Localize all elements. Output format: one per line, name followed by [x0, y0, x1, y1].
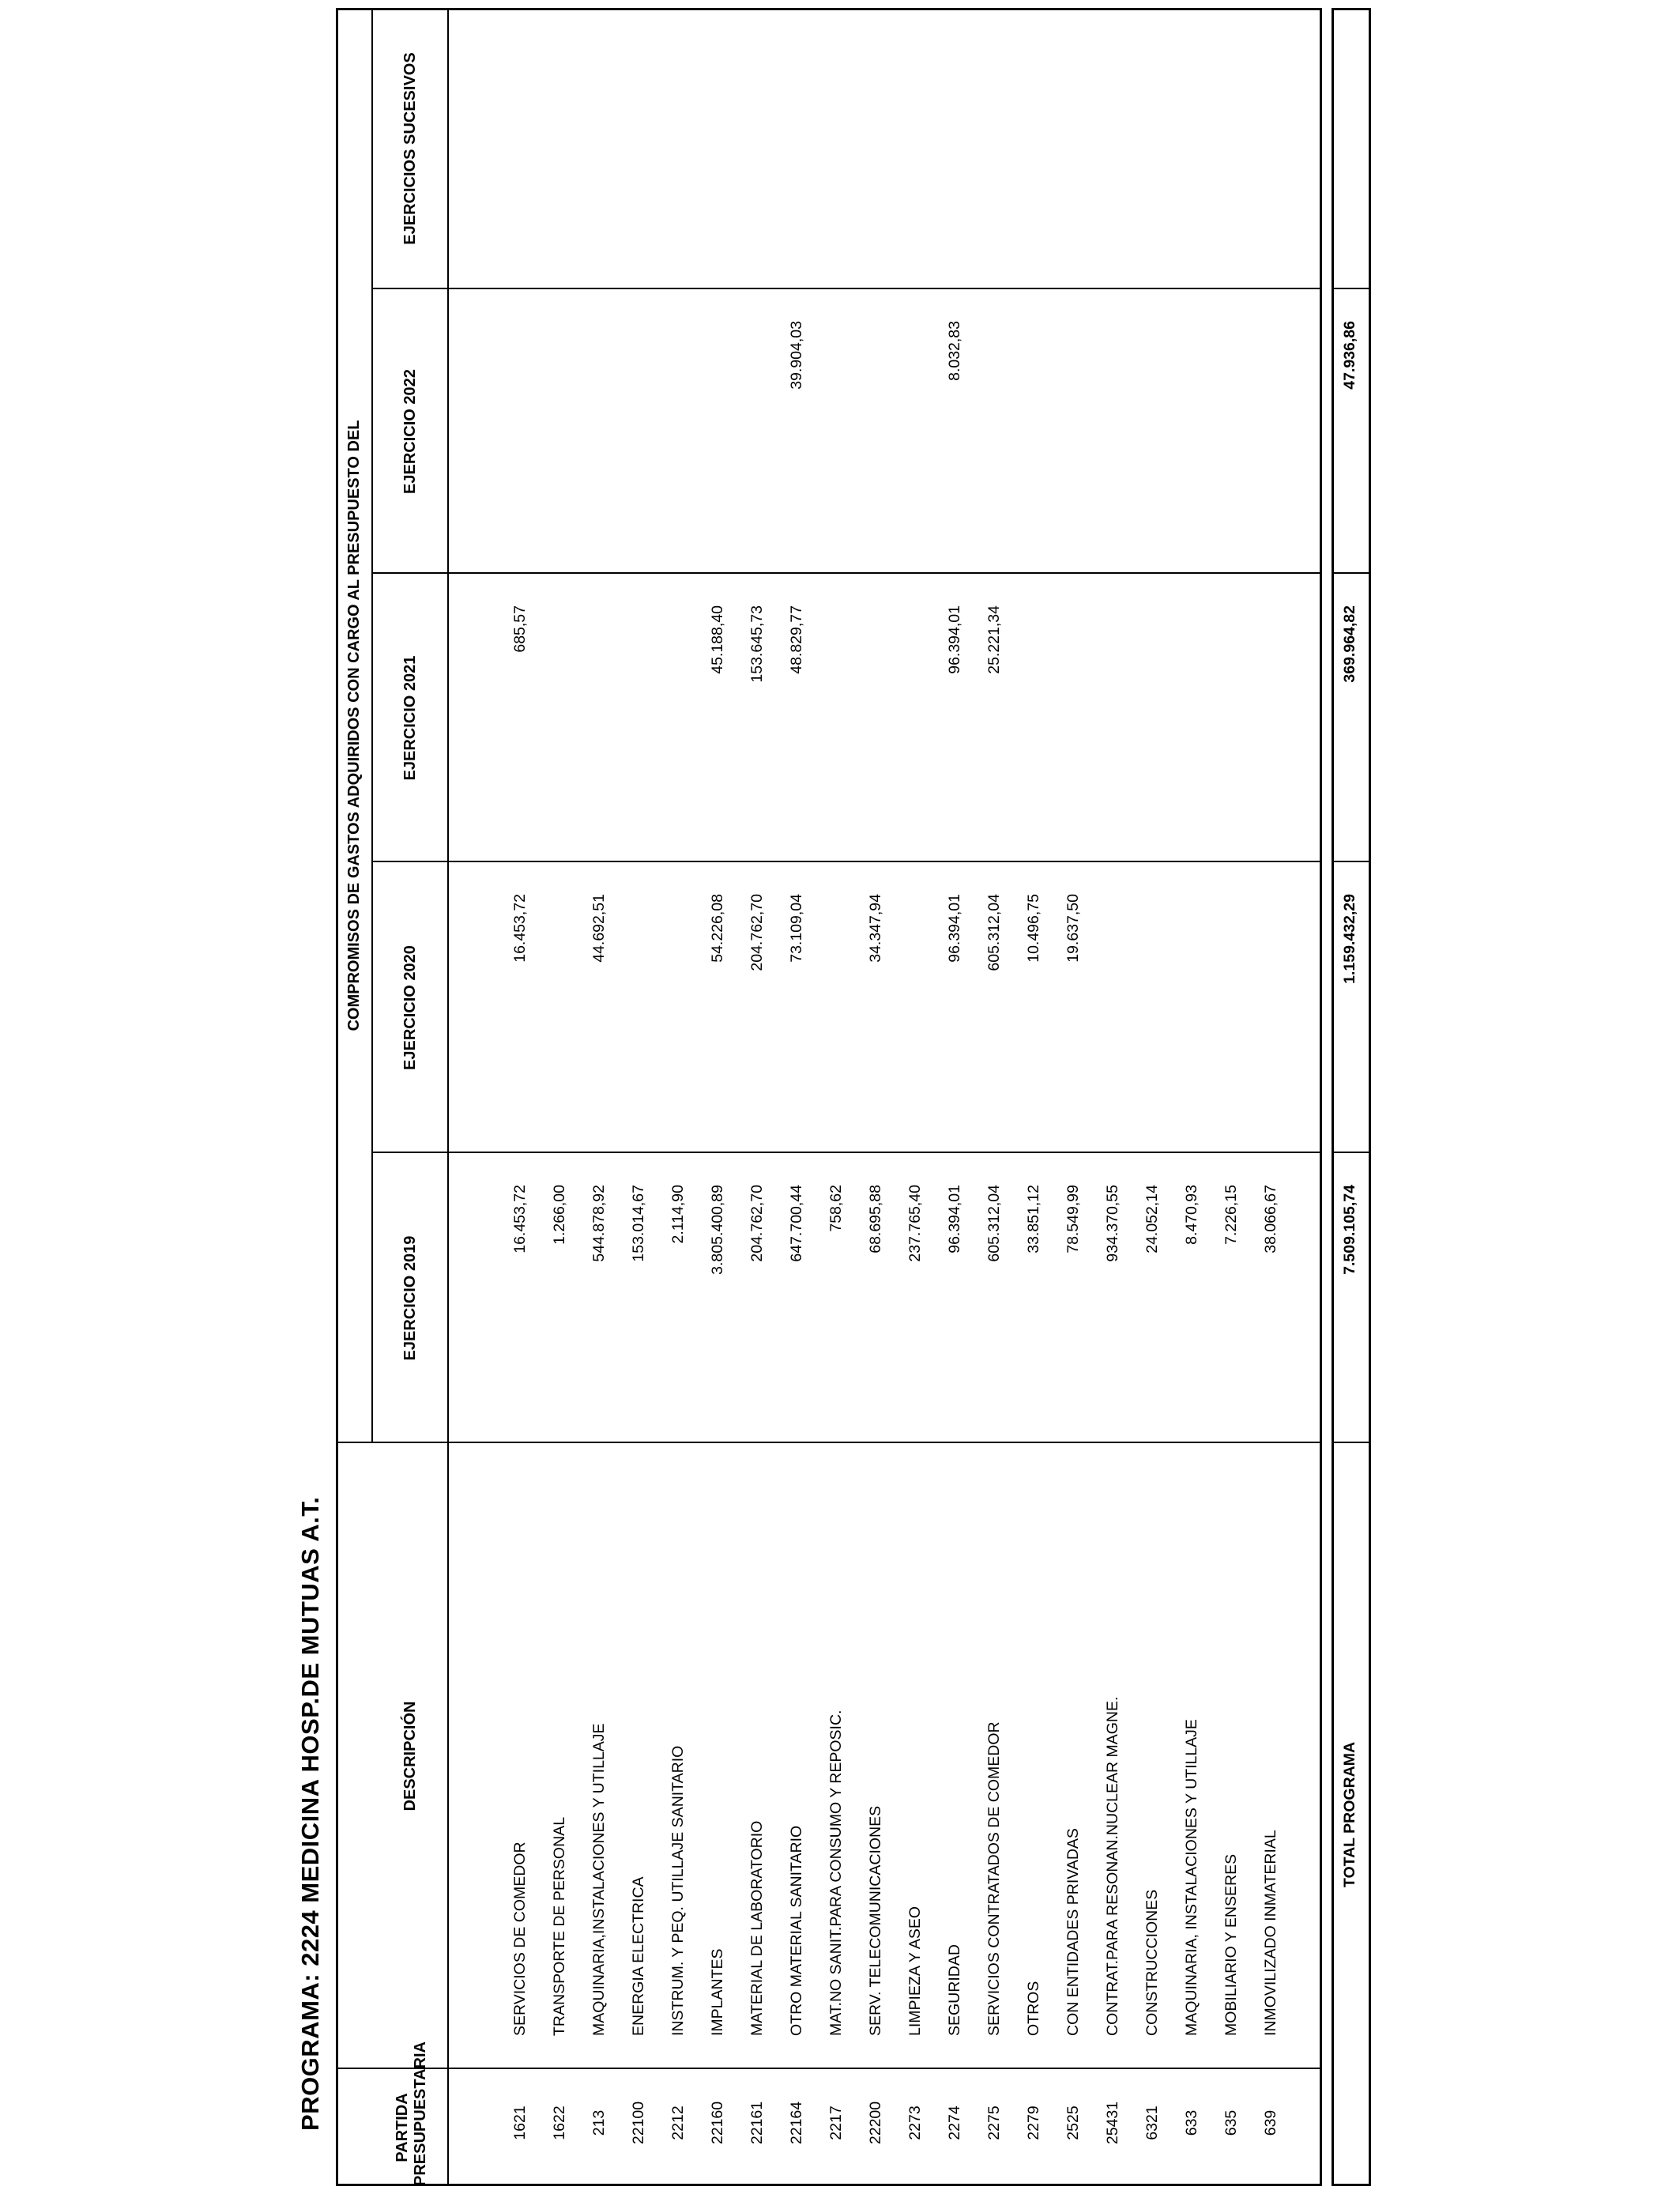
cell-e2022	[550, 321, 569, 574]
header-partida-line2: PRESUPUESTARIA	[412, 2041, 429, 2186]
cell-e2020: 16.453,72	[511, 894, 529, 963]
cell-e2020	[550, 894, 569, 1153]
header-ej2020: EJERCICIO 2020	[401, 945, 419, 1070]
cell-suc	[629, 40, 648, 289]
cell-suc	[1222, 40, 1241, 289]
cell-e2022	[1064, 321, 1083, 574]
cell-e2020	[1222, 894, 1241, 1153]
cell-e2020: 96.394,01	[946, 894, 963, 963]
cell-e2020	[1261, 894, 1280, 1153]
cell-e2020: 54.226,08	[709, 894, 726, 963]
cell-suc	[866, 40, 885, 289]
cell-desc: IMPLANTES	[709, 1948, 726, 2036]
cell-e2021	[866, 605, 885, 862]
cell-desc: CONTRAT.PARA RESONAN.NUCLEAR MAGNE.	[1104, 1696, 1121, 2036]
header-ej2021: EJERCICIO 2021	[401, 655, 419, 781]
cell-suc	[787, 40, 806, 289]
cell-code: 2217	[827, 2105, 845, 2140]
cell-e2021	[1261, 605, 1280, 862]
cell-e2022	[1261, 321, 1280, 574]
cell-desc: ENERGIA ELECTRICA	[630, 1876, 647, 2036]
cell-suc	[945, 40, 964, 289]
cell-desc: SERV. TELECOMUNICACIONES	[867, 1805, 884, 2036]
cell-e2021: 45.188,40	[709, 605, 726, 674]
cell-e2021: 25.221,34	[985, 605, 1003, 674]
cell-e2022	[629, 321, 648, 574]
cell-e2019: 647.700,44	[788, 1185, 805, 1262]
cell-e2022	[510, 321, 529, 574]
cell-code: 2525	[1064, 2105, 1082, 2140]
cell-e2021	[1103, 605, 1122, 862]
cell-suc	[748, 40, 767, 289]
cell-code: 635	[1222, 2109, 1240, 2136]
cell-e2020	[1143, 894, 1162, 1153]
cell-e2020	[827, 894, 846, 1153]
cell-e2019: 237.765,40	[906, 1185, 924, 1262]
cell-e2020: 44.692,51	[590, 894, 608, 963]
cell-code: 2273	[906, 2105, 924, 2140]
cell-desc: TRANSPORTE DE PERSONAL	[551, 1816, 568, 2036]
cell-e2019: 934.370,55	[1104, 1185, 1121, 1262]
cell-e2019: 96.394,01	[946, 1185, 963, 1253]
cell-e2019: 16.453,72	[511, 1185, 529, 1253]
cell-code: 633	[1183, 2109, 1200, 2136]
cell-code: 22160	[709, 2101, 726, 2145]
cell-e2019: 153.014,67	[630, 1185, 647, 1262]
cell-suc	[590, 40, 608, 289]
cell-e2022	[827, 321, 846, 574]
cell-suc	[1103, 40, 1122, 289]
cell-suc	[1143, 40, 1162, 289]
compromisos-separator	[371, 8, 373, 1443]
cell-code: 2274	[946, 2105, 963, 2140]
cell-code: 1621	[511, 2105, 529, 2140]
cell-suc	[669, 40, 687, 289]
cell-code: 22164	[788, 2101, 805, 2145]
cell-desc: SERVICIOS CONTRATADOS DE COMEDOR	[985, 1721, 1003, 2036]
cell-e2022	[1103, 321, 1122, 574]
cell-code: 2275	[985, 2105, 1003, 2140]
header-ej2019: EJERCICIO 2019	[401, 1235, 419, 1361]
cell-e2019: 38.066,67	[1262, 1185, 1279, 1253]
cell-suc	[906, 40, 925, 289]
cell-e2019: 758,62	[827, 1185, 845, 1232]
cell-e2019: 204.762,70	[748, 1185, 766, 1262]
total-2021: 369.964,82	[1341, 605, 1358, 683]
cell-suc	[708, 40, 727, 289]
cell-suc	[985, 40, 1004, 289]
page-title: PROGRAMA: 2224 MEDICINA HOSP.DE MUTUAS A.T.	[296, 1496, 324, 2131]
cell-e2022	[1143, 321, 1162, 574]
cell-e2022	[669, 321, 687, 574]
cell-e2019: 7.226,15	[1222, 1185, 1240, 1245]
cell-desc: SERVICIOS DE COMEDOR	[511, 1842, 529, 2036]
cell-code: 639	[1262, 2109, 1279, 2136]
cell-code: 6321	[1143, 2105, 1161, 2140]
cell-e2021: 685,57	[511, 605, 529, 653]
cell-e2022: 39.904,03	[788, 321, 805, 390]
cell-e2020: 19.637,50	[1064, 894, 1082, 963]
cell-e2020	[629, 894, 648, 1153]
cell-e2021	[669, 605, 687, 862]
cell-e2019: 33.851,12	[1025, 1185, 1042, 1253]
cell-code: 1622	[551, 2105, 568, 2140]
cell-e2020	[669, 894, 687, 1153]
cell-e2020: 34.347,94	[867, 894, 884, 963]
cell-e2021	[629, 605, 648, 862]
cell-e2021	[550, 605, 569, 862]
cell-desc: LIMPIEZA Y ASEO	[906, 1906, 924, 2036]
cell-desc: MAT.NO SANIT.PARA CONSUMO Y REPOSIC.	[827, 1710, 845, 2036]
cell-e2019: 3.805.400,89	[709, 1185, 726, 1275]
cell-desc: MOBILIARIO Y ENSERES	[1222, 1853, 1240, 2036]
cell-desc: MATERIAL DE LABORATORIO	[748, 1820, 766, 2036]
cell-e2021: 48.829,77	[788, 605, 805, 674]
cell-suc	[1261, 40, 1280, 289]
cell-e2021	[1182, 605, 1201, 862]
cell-e2022	[906, 321, 925, 574]
cell-e2021	[827, 605, 846, 862]
cell-desc: INSTRUM. Y PEQ. UTILLAJE SANITARIO	[669, 1745, 687, 2036]
total-2020: 1.159.432,29	[1341, 894, 1358, 984]
cell-e2022: 8.032,83	[946, 321, 963, 381]
cell-e2019: 78.549,99	[1064, 1185, 1082, 1253]
cell-code: 22200	[867, 2101, 884, 2145]
cell-code: 22161	[748, 2101, 766, 2145]
cell-desc: CON ENTIDADES PRIVADAS	[1064, 1828, 1082, 2036]
cell-e2020	[906, 894, 925, 1153]
cell-e2020: 204.762,70	[748, 894, 766, 971]
cell-e2019: 8.470,93	[1183, 1185, 1200, 1245]
cell-suc	[510, 40, 529, 289]
cell-e2019: 2.114,90	[669, 1185, 687, 1244]
cell-e2021	[1024, 605, 1043, 862]
cell-e2020: 10.496,75	[1025, 894, 1042, 963]
cell-e2021: 96.394,01	[946, 605, 963, 674]
header-compromisos: COMPROMISOS DE GASTOS ADQUIRIDOS CON CARGO AL PRESUPUESTO DEL	[345, 420, 363, 1031]
cell-e2022	[1222, 321, 1241, 574]
cell-e2019: 544.878,92	[590, 1185, 608, 1262]
cell-e2020: 73.109,04	[788, 894, 805, 963]
cell-e2021	[906, 605, 925, 862]
cell-suc	[827, 40, 846, 289]
header-separator	[447, 8, 449, 2186]
cell-e2022	[1024, 321, 1043, 574]
cell-e2022	[985, 321, 1004, 574]
total-sep-5	[1332, 288, 1371, 289]
cell-e2022	[866, 321, 885, 574]
cell-desc: INMOVILIZADO INMATERIAL	[1262, 1830, 1279, 2036]
total-2022: 47.936,86	[1341, 321, 1358, 390]
cell-suc	[1024, 40, 1043, 289]
cell-e2022	[1182, 321, 1201, 574]
cell-e2020	[1103, 894, 1122, 1153]
cell-code: 25431	[1104, 2101, 1121, 2145]
cell-code: 2212	[669, 2105, 687, 2140]
total-2019: 7.509.105,74	[1341, 1185, 1358, 1275]
cell-e2019: 68.695,88	[867, 1185, 884, 1253]
cell-e2022	[708, 321, 727, 574]
cell-e2019: 605.312,04	[985, 1185, 1003, 1262]
cell-e2019: 1.266,00	[551, 1185, 568, 1245]
cell-e2022	[590, 321, 608, 574]
cell-suc	[1064, 40, 1083, 289]
header-ej2022: EJERCICIO 2022	[401, 369, 419, 494]
cell-e2020	[1182, 894, 1201, 1153]
cell-e2021: 153.645,73	[748, 605, 766, 683]
cell-suc	[1182, 40, 1201, 289]
cell-e2021	[1222, 605, 1241, 862]
cell-e2021	[590, 605, 608, 862]
cell-code: 213	[590, 2109, 608, 2136]
cell-desc: MAQUINARIA,INSTALACIONES Y UTILLAJE	[590, 1723, 608, 2036]
cell-desc: OTROS	[1025, 1981, 1042, 2036]
cell-e2019: 24.052,14	[1143, 1185, 1161, 1253]
cell-desc: CONSTRUCCIONES	[1143, 1889, 1161, 2036]
cell-desc: SEGURIDAD	[946, 1944, 963, 2036]
header-partida	[394, 2041, 430, 2186]
header-partida-line1: PARTIDA	[394, 2093, 411, 2162]
cell-e2021	[1143, 605, 1162, 862]
cell-e2021	[1064, 605, 1083, 862]
cell-desc: MAQUINARIA, INSTALACIONES Y UTILLAJE	[1183, 1719, 1200, 2036]
header-sucesivos: EJERCICIOS SUCESIVOS	[401, 52, 419, 245]
header-descripcion: DESCRIPCIÓN	[401, 1701, 419, 1811]
cell-e2022	[748, 321, 767, 574]
cell-suc	[550, 40, 569, 289]
cell-code: 2279	[1025, 2105, 1042, 2140]
cell-code: 22100	[630, 2101, 647, 2145]
cell-e2020: 605.312,04	[985, 894, 1003, 971]
cell-desc: OTRO MATERIAL SANITARIO	[788, 1825, 805, 2036]
total-label: TOTAL PROGRAMA	[1341, 1741, 1358, 1888]
